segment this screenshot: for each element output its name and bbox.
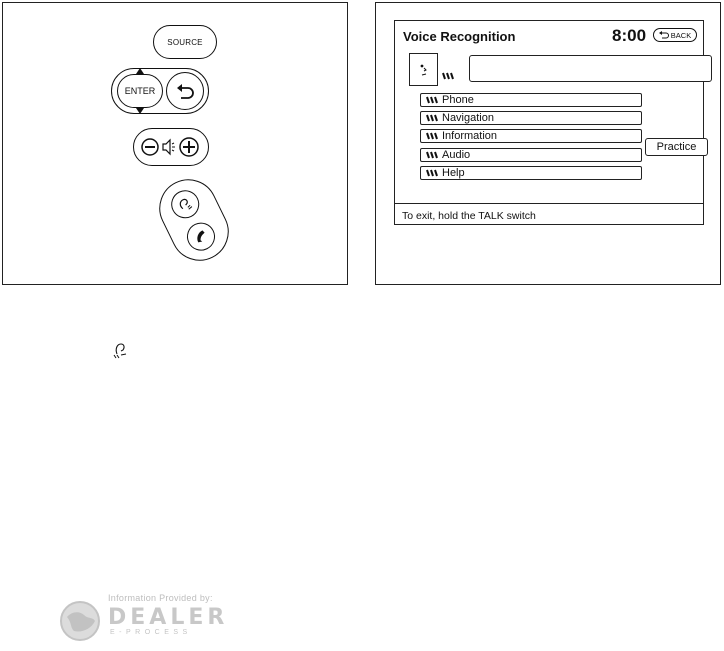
menu-item-audio[interactable] — [420, 148, 642, 162]
source-label: SOURCE — [167, 37, 203, 47]
back-button[interactable] — [166, 72, 204, 110]
back-label: BACK — [670, 30, 692, 40]
screen-back-button[interactable] — [653, 28, 697, 42]
enter-button[interactable] — [117, 74, 163, 108]
source-button[interactable] — [153, 25, 217, 59]
voice-input-display — [469, 55, 712, 82]
enter-back-switch — [111, 68, 209, 114]
speaker-face-icon — [409, 53, 438, 86]
divider — [395, 203, 703, 204]
voice-waves-icon — [441, 71, 455, 81]
exit-hint: To exit, hold the TALK switch — [402, 210, 536, 222]
phone-handset-icon — [189, 225, 213, 249]
menu-item-navigation[interactable] — [420, 111, 642, 125]
screen-title: Voice Recognition — [403, 29, 516, 44]
voice-command-icon — [426, 132, 438, 140]
watermark-caption: Information Provided by: — [108, 593, 213, 603]
menu-item-phone[interactable] — [420, 93, 642, 107]
back-arrow-icon — [174, 80, 196, 102]
menu-item-label: Audio — [442, 149, 471, 161]
talk-icon — [112, 340, 130, 365]
watermark-subtitle: E-PROCESS — [110, 629, 192, 636]
phone-button[interactable] — [182, 218, 219, 255]
watermark — [58, 593, 258, 643]
globe-logo-icon — [58, 599, 102, 643]
menu-item-label: Phone — [442, 94, 474, 106]
volume-control-icon — [139, 134, 203, 160]
menu-item-label: Navigation — [442, 112, 494, 124]
menu-item-label: Information — [442, 130, 498, 142]
voice-recognition-screen — [394, 20, 704, 225]
clock: 8:00 — [612, 26, 647, 45]
practice-button[interactable] — [645, 138, 708, 156]
steering-switch-diagram — [2, 2, 348, 285]
voice-command-icon — [426, 96, 438, 104]
voice-command-icon — [426, 169, 438, 177]
up-arrow-icon — [136, 68, 144, 74]
voice-command-icon — [426, 114, 438, 122]
volume-switch[interactable] — [133, 128, 209, 166]
menu-item-label: Help — [442, 167, 465, 179]
phone-talk-switch — [150, 170, 239, 271]
back-arrow-icon — [659, 31, 669, 39]
menu-item-help[interactable] — [420, 166, 642, 180]
menu-item-information[interactable] — [420, 129, 642, 143]
enter-label: ENTER — [124, 86, 156, 96]
talk-icon — [173, 192, 197, 216]
practice-label: Practice — [656, 141, 697, 153]
watermark-brand: DEALER — [108, 605, 229, 630]
screen-diagram — [375, 2, 721, 285]
voice-command-icon — [426, 151, 438, 159]
talk-button[interactable] — [166, 186, 203, 223]
down-arrow-icon — [136, 108, 144, 114]
